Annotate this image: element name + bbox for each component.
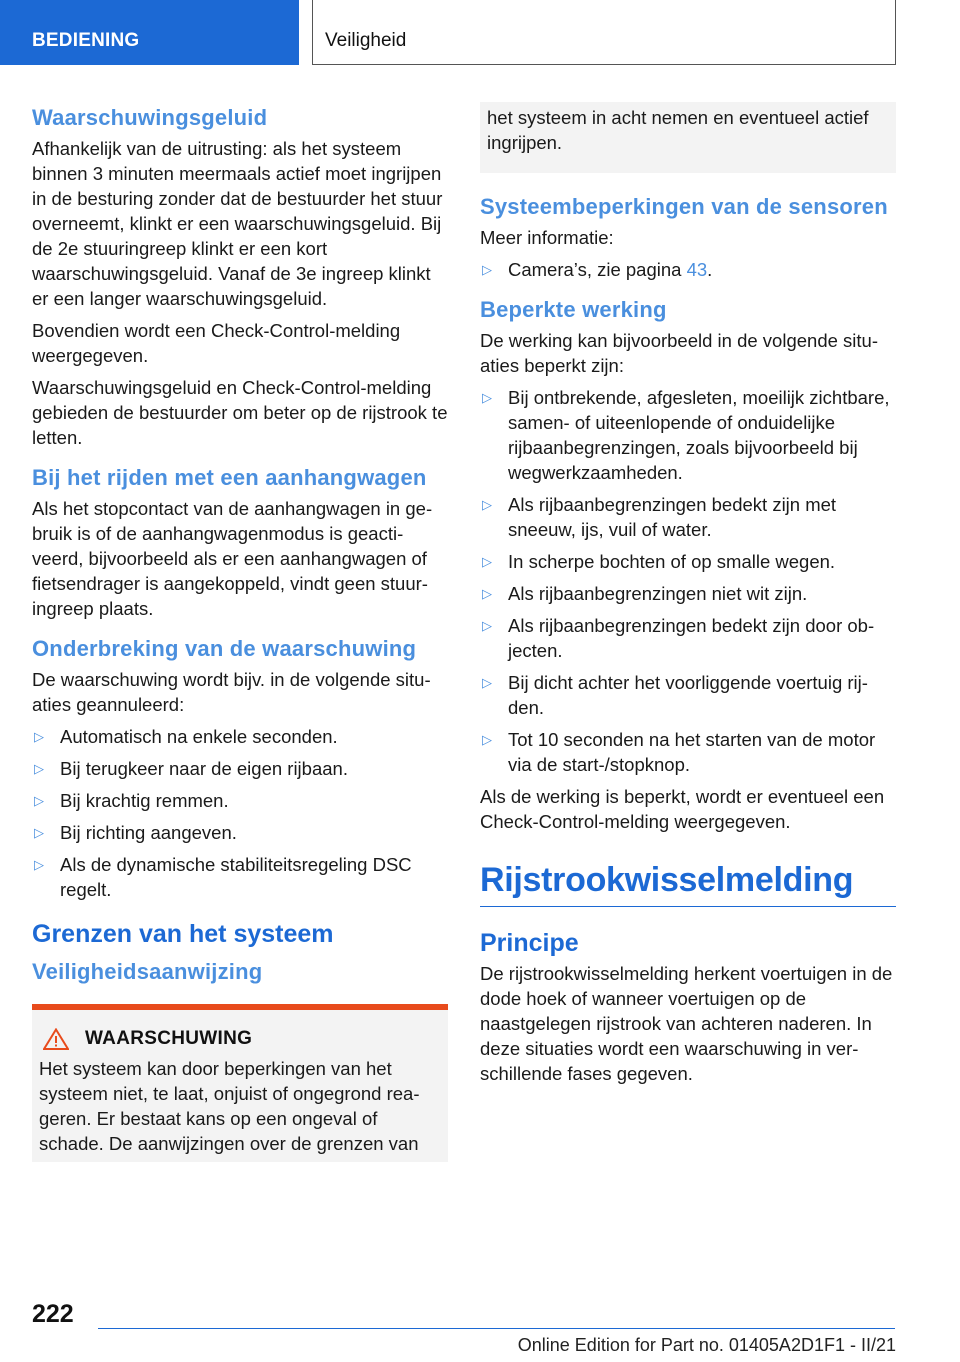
list-item: ▷ Automatisch na enkele seconden. bbox=[34, 726, 338, 747]
warning-text: Het systeem kan door beperkingen van het systeem niet, te laat, onjuist of ongegrond reageren. Er bestaat kans op een ongeval of schade. De aanwijzingen over de grenzen van bbox=[39, 1058, 420, 1154]
heading-interrupt: Onderbreking van de waarschuwing bbox=[32, 636, 417, 661]
section-tab: BEDIENING bbox=[0, 0, 299, 65]
paragraph: Meer informatie: bbox=[480, 227, 614, 248]
warning-triangle-icon bbox=[43, 1028, 69, 1050]
page-link[interactable]: 43 bbox=[686, 259, 708, 280]
list-item: ▷ Bij terugkeer naar de eigen rijbaan. bbox=[34, 758, 348, 779]
triangle-bullet-icon: ▷ bbox=[34, 857, 44, 872]
heading-warning-sound: Waarschuwingsgeluid bbox=[32, 105, 268, 130]
chapter-title: Veiligheid bbox=[312, 0, 896, 65]
warning-box bbox=[32, 1004, 448, 1162]
list-item: ▷ Als de dynamische stabiliteitsregeling DSC regelt. bbox=[34, 854, 412, 900]
triangle-bullet-icon: ▷ bbox=[34, 761, 44, 776]
list-item: ▷ Als rijbaanbegrenzingen bedekt zijn door objecten. bbox=[482, 615, 875, 661]
list-item: ▷ Als rijbaanbegrenzingen bedekt zijn met sneeuw, ijs, vuil of water. bbox=[482, 494, 837, 540]
triangle-bullet-icon: ▷ bbox=[34, 825, 44, 840]
paragraph: De rijstrookwisselmelding herkent voertuigen in de dode hoek of wanneer voertuigen op de naastgelegen rijstrook van achteren naderen. In deze situaties wordt een waarschuwing in verschillende fases gegeven. bbox=[480, 963, 893, 1084]
more-info-list bbox=[480, 257, 896, 282]
paragraph: Als het stopcontact van de aanhangwagen in gebruik is of de aanhangwagenmodus is geactiveerd, bijvoorbeeld als er een aanhangwagen of fietsendrager is aangekoppeld, vindt geen stuuringreep plaats. bbox=[32, 498, 433, 619]
triangle-bullet-icon: ▷ bbox=[482, 554, 492, 569]
warning-header bbox=[43, 1028, 440, 1050]
heading-system-limits: Grenzen van het systeem bbox=[32, 920, 334, 948]
paragraph: De werking kan bijvoorbeeld in de volgende situaties beperkt zijn: bbox=[480, 330, 878, 376]
heading-principle: Principe bbox=[480, 929, 579, 957]
triangle-bullet-icon: ▷ bbox=[482, 675, 492, 690]
heading-sensor-limits: Systeembeperkingen van de sensoren bbox=[480, 194, 888, 219]
triangle-bullet-icon: ▷ bbox=[482, 586, 492, 601]
list-item: ▷ Bij ontbrekende, afgesleten, moeilijk zichtbare, samen- of uiteenlopende of onduidelijke rijbaanbegrenzingen, zoals bijvoorbeeld bij wegwerkzaamheden. bbox=[482, 387, 890, 483]
warning-box-continued bbox=[480, 102, 896, 173]
list-item: ▷ Tot 10 seconden na het starten van de motor via de start-/stopknop. bbox=[482, 729, 876, 775]
paragraph: De waarschuwing wordt bijv. in de volgende situaties geannuleerd: bbox=[32, 669, 431, 715]
paragraph: Bovendien wordt een Check-Control-melding weergegeven. bbox=[32, 320, 401, 366]
paragraph: Afhankelijk van de uitrusting: als het systeem binnen 3 minuten meermaals actief moet ingrijpen in de besturing zonder dat de bestuurder het stuur overneemt, klinkt er een waarschuwingsgeluid. Bij de 2e stuuringreep klinkt er een kort waarschuwingsgeluid. Vanaf de 3e ingreep klinkt er een langer waarschuwingsgeluid. bbox=[32, 138, 443, 309]
heading-lane-change-warning: Rijstrookwisselmelding bbox=[480, 858, 896, 907]
heading-limited-operation: Beperkte werking bbox=[480, 297, 667, 322]
warning-text-continued: het systeem in acht nemen en eventueel actief ingrijpen. bbox=[487, 107, 869, 153]
edition-text: Online Edition for Part no. 01405A2D1F1 - II/21 bbox=[517, 1335, 896, 1355]
list-item: ▷ Als rijbaanbegrenzingen niet wit zijn. bbox=[482, 583, 808, 604]
heading-trailer: Bij het rijden met een aanhangwagen bbox=[32, 465, 427, 490]
triangle-bullet-icon: ▷ bbox=[482, 390, 492, 405]
paragraph: Waarschuwingsgeluid en Check-Control-melding gebieden de bestuurder om beter op de rijstrook te letten. bbox=[32, 377, 448, 448]
paragraph: Als de werking is beperkt, wordt er eventueel een Check-Control-melding weergegeven. bbox=[480, 786, 885, 832]
triangle-bullet-icon: ▷ bbox=[482, 618, 492, 633]
warning-label: WAARSCHUWING bbox=[85, 1028, 253, 1049]
left-column bbox=[32, 100, 448, 1162]
footer-divider bbox=[98, 1328, 895, 1329]
list-item: ▷ Bij richting aangeven. bbox=[34, 822, 237, 843]
triangle-bullet-icon: ▷ bbox=[482, 497, 492, 512]
list-item: ▷ In scherpe bochten of op smalle wegen. bbox=[482, 551, 836, 572]
triangle-bullet-icon: ▷ bbox=[34, 729, 44, 744]
triangle-bullet-icon: ▷ bbox=[482, 732, 492, 747]
list-item: ▷ Bij dicht achter het voorliggende voertuig rijden. bbox=[482, 672, 868, 718]
limited-list bbox=[480, 385, 896, 777]
list-item: ▷ Camera’s, zie pagina 43. bbox=[482, 259, 713, 280]
interrupt-list bbox=[32, 724, 448, 902]
heading-safety: Veiligheidsaanwijzing bbox=[32, 959, 263, 984]
right-column bbox=[480, 102, 896, 1093]
page-number: 222 bbox=[32, 1300, 74, 1328]
triangle-bullet-icon: ▷ bbox=[482, 262, 492, 277]
list-item: ▷ Bij krachtig remmen. bbox=[34, 790, 229, 811]
triangle-bullet-icon: ▷ bbox=[34, 793, 44, 808]
